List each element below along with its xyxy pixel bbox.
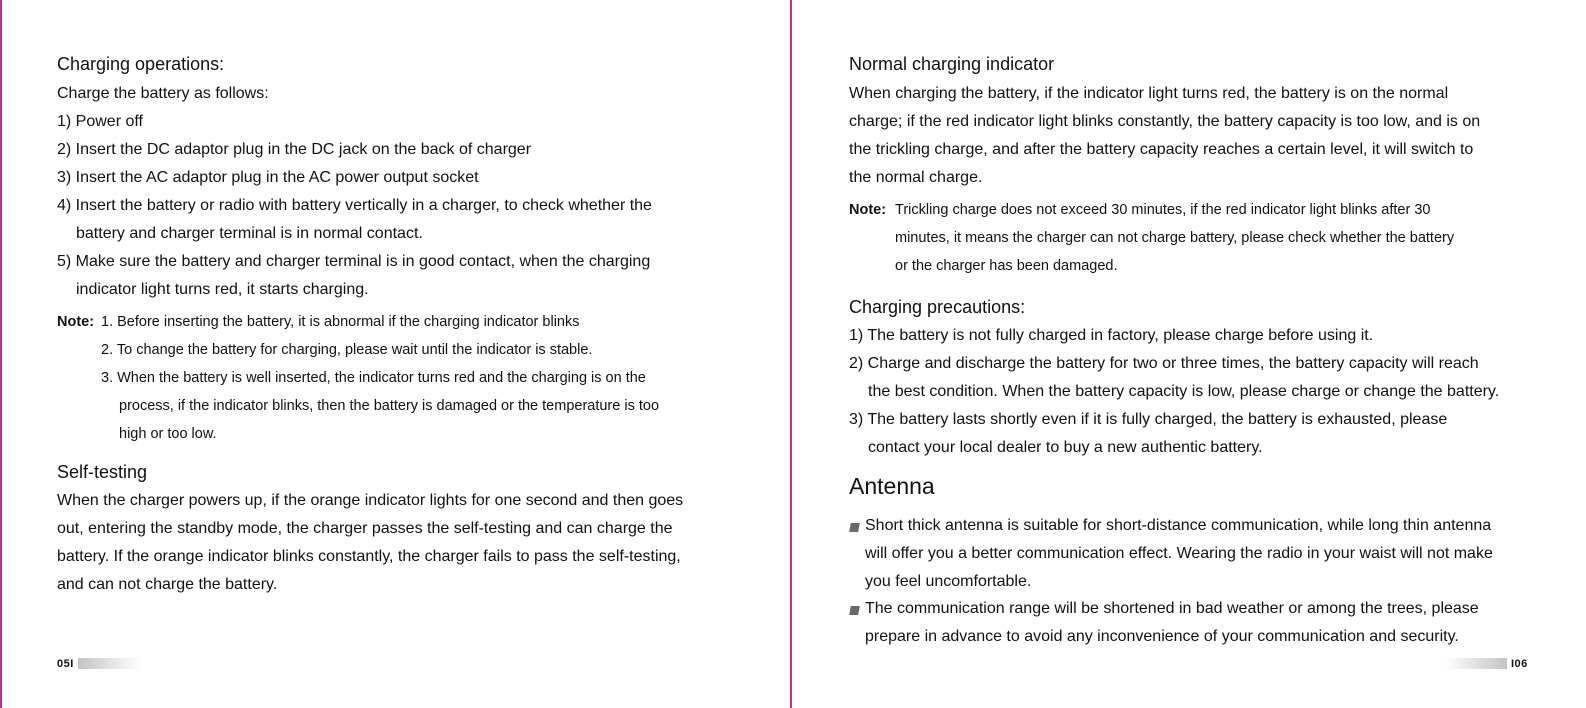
step-4: 4) Insert the battery or radio with battery vertically in a charger, to check whether the [57, 197, 652, 214]
step-5-continued: indicator light turns red, it starts charging. [76, 281, 369, 298]
note-item-3-end: high or too low. [119, 426, 217, 442]
precaution-1: 1) The battery is not fully charged in factory, please charge before using it. [849, 327, 1374, 344]
step-1: 1) Power off [57, 113, 143, 130]
self-testing-line: out, entering the standby mode, the charger passes the self-testing and can charge the [57, 520, 673, 537]
antenna-bullet-1-line: Short thick antenna is suitable for short-distance communication, while long thin antenna [865, 517, 1492, 534]
note-item-3: 3. When the battery is well inserted, the indicator turns red and the charging is on the [101, 370, 646, 386]
self-testing-line: When the charger powers up, if the orange indicator lights for one second and then goes [57, 492, 684, 509]
step-5: 5) Make sure the battery and charger terminal is in good contact, when the charging [57, 253, 651, 270]
self-testing-line: battery. If the orange indicator blinks constantly, the charger fails to pass the self-testing, [57, 548, 681, 565]
precaution-3-continued: contact your local dealer to buy a new authentic battery. [868, 439, 1263, 456]
indicator-paragraph-line: charge; if the red indicator light blinks constantly, the battery capacity is too low, and is on [849, 113, 1481, 130]
precaution-2: 2) Charge and discharge the battery for two or three times, the battery capacity will reach [849, 355, 1479, 372]
page-edge-line [0, 0, 2, 708]
note-item-1: 1. Before inserting the battery, it is abnormal if the charging indicator blinks [101, 314, 580, 330]
note-label: Note: [849, 202, 887, 218]
antenna-bullet-1-line: you feel uncomfortable. [865, 573, 1032, 590]
note-label: Note: [57, 314, 95, 330]
note-text-continued: minutes, it means the charger can not charge battery, please check whether the battery [895, 230, 1455, 246]
precaution-3: 3) The battery lasts shortly even if it is fully charged, the battery is exhausted, please [849, 411, 1448, 428]
charging-intro: Charge the battery as follows: [57, 85, 269, 102]
square-bullet-icon [849, 523, 860, 532]
book-spine-divider [790, 0, 792, 708]
self-testing-line: and can not charge the battery. [57, 576, 278, 593]
normal-charging-indicator-heading: Normal charging indicator [849, 54, 1055, 74]
antenna-bullet-1-line: will offer you a better communication effect. Wearing the radio in your waist will not make [865, 545, 1493, 562]
left-page [57, 0, 757, 708]
right-page [849, 0, 1554, 708]
precaution-2-continued: the best condition. When the battery capacity is low, please charge or change the battery. [868, 383, 1500, 400]
footer-gradient-bar [1445, 658, 1507, 669]
charging-precautions-heading: Charging precautions: [849, 297, 1026, 317]
antenna-bullet-2-line: prepare in advance to avoid any inconvenience of your communication and security. [865, 628, 1459, 645]
indicator-paragraph-line: When charging the battery, if the indicator light turns red, the battery is on the normal [849, 85, 1449, 102]
note-text: Trickling charge does not exceed 30 minutes, if the red indicator light blinks after 30 [895, 202, 1431, 218]
square-bullet-icon [849, 606, 860, 615]
indicator-paragraph-line: the trickling charge, and after the battery capacity reaches a certain level, it will switch to [849, 141, 1474, 158]
charging-operations-heading: Charging operations: [57, 54, 225, 74]
step-2: 2) Insert the DC adaptor plug in the DC jack on the back of charger [57, 141, 532, 158]
note-item-3-continued: process, if the indicator blinks, then the battery is damaged or the temperature is too [119, 398, 660, 414]
page-number: 05I [57, 658, 74, 670]
step-4-continued: battery and charger terminal is in normal contact. [76, 225, 423, 242]
note-item-2: 2. To change the battery for charging, please wait until the indicator is stable. [101, 342, 593, 358]
note-text-end: or the charger has been damaged. [895, 258, 1118, 274]
step-3: 3) Insert the AC adaptor plug in the AC power output socket [57, 169, 479, 186]
indicator-paragraph-line: the normal charge. [849, 169, 983, 186]
self-testing-heading: Self-testing [57, 462, 148, 482]
antenna-bullet-2-line: The communication range will be shortened in bad weather or among the trees, please [865, 600, 1479, 617]
footer-gradient-bar [78, 658, 140, 669]
page-number: I06 [1511, 658, 1528, 670]
antenna-heading: Antenna [849, 473, 935, 499]
